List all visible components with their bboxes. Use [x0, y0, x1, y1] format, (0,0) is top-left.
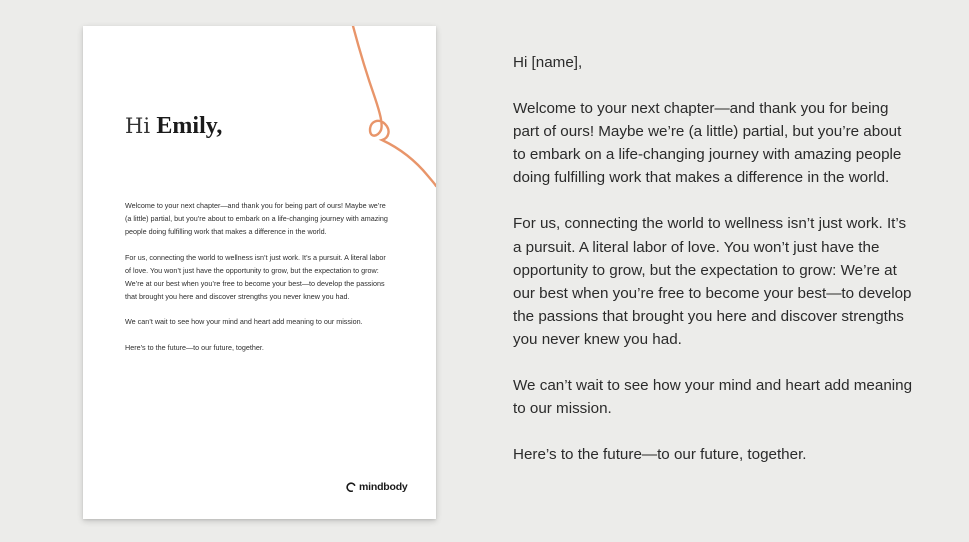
- card-paragraph: Here’s to the future—to our future, together.: [125, 342, 264, 352]
- greeting-name: Emily,: [156, 113, 223, 139]
- letter-paragraph: Here’s to the future—to our future, together.: [513, 446, 807, 464]
- letter-paragraph: For us, connecting the world to wellness isn’t just work. It’s a pursuit. A literal labor of love. You won’t just have the opportunity to grow, but the expectation to grow: We’re at our best when you’re free to become your best—to develop the passions that brought you here and discover strengths you never knew you had.: [513, 215, 912, 348]
- mindbody-logo-icon: [346, 482, 356, 492]
- card-paragraph: For us, connecting the world to wellness isn’t just work. It’s a pursuit. A literal labor of love. You won’t just have the opportunity to grow, but the expectation to grow: We’re at our best when you’re free to become your best—to develop the passions that brought you here and discover strengths you never knew you had.: [125, 252, 386, 302]
- card-body-text: [125, 199, 393, 366]
- logo-wordmark: mindbody: [359, 481, 408, 493]
- welcome-letter-card: [83, 26, 436, 519]
- greeting-hi: Hi: [125, 114, 151, 138]
- card-paragraph: We can’t wait to see how your mind and heart add meaning to our mission.: [125, 317, 363, 327]
- card-greeting: [125, 111, 222, 140]
- letter-paragraph: We can’t wait to see how your mind and heart add meaning to our mission.: [513, 377, 913, 418]
- letter-salutation: Hi [name],: [513, 54, 583, 71]
- mindbody-logo: [346, 481, 408, 493]
- letter-paragraph: Welcome to your next chapter—and thank you for being part of ours! Maybe we’re (a little) partial, but you’re about to embark on a life-changing journey with amazing people doing fulfilling work that makes a difference in the world.: [513, 100, 902, 187]
- card-paragraph: Welcome to your next chapter—and thank you for being part of ours! Maybe we’re (a little) partial, but you’re about to embark on a life-changing journey with amazing people doing fulfilling work that makes a difference in the world.: [125, 201, 388, 237]
- letter-template-text: [513, 51, 913, 489]
